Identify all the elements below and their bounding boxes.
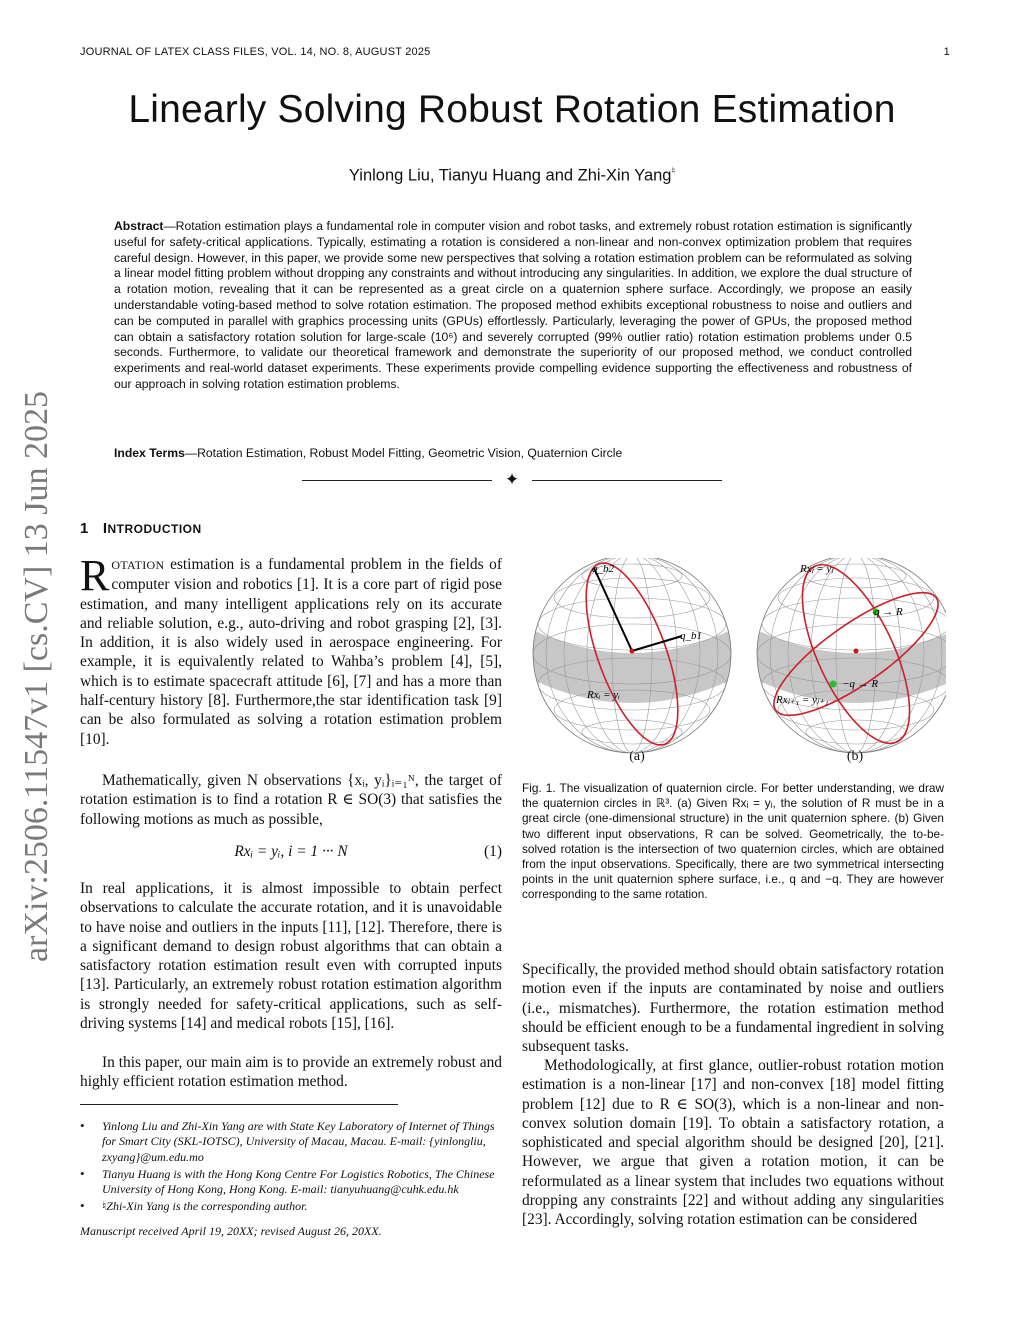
separator-rule-left [302, 480, 492, 481]
section-heading [80, 520, 202, 537]
page-number: 1 [943, 46, 950, 58]
drop-cap: R [80, 551, 110, 600]
bullet-icon: • [80, 1198, 85, 1214]
separator-diamond-icon: ✦ [504, 470, 520, 489]
intro-paragraph-2: Mathematically, given N observations {xᵢ, yᵢ}ᵢ₌₁ᴺ, the target of rotation estimation is to find a rotation R ∈ SO(3) that satisfies the following motions as much as possible, [80, 772, 502, 828]
smallcaps-lead: OTATION [111, 558, 165, 572]
label-circle-a: Rxᵢ = yᵢ [587, 689, 620, 701]
separator-rule-right [532, 480, 722, 481]
footnotes [80, 1119, 504, 1239]
intro-paragraph-3: In real applications, it is almost impossible to obtain perfect observations to calculate the accurate rotation, and it is unavoidable to have noise and outliers in the inputs [11], [12]. Therefore, there is a significant demand to design robust algorithms that can obtain a satisfactory rotation estimation result even with corrupted inputs [13]. Particularly, an extremely robust rotation estimation algorithm is strongly needed for safety-critical applications, such as self-driving systems [14] and medical robots [15], [16]. [80, 880, 502, 1033]
index-terms-label: Index Terms [114, 446, 185, 460]
label-neg-q: −q → R [842, 678, 879, 690]
abstract-text: —Rotation estimation plays a fundamental role in computer vision and robot tasks, and extremely robust rotation estimation is significantly useful for safety-critical applications. Typically, estimating a rotation is considered a non-linear and non-convex optimization problem that requires careful design. However, in this paper, we provide some new perspectives that solving a rotation estimation problem can be reformulated as solving a linear model fitting problem without dropping any constraints and without introducing any singularities. In addition, we explore the dual structure of a rotation motion, revealing that it can be represented as a great circle on a quaternion sphere surface. Accordingly, we propose an easily understandable voting-based method to solve rotation estimation. The proposed method exhibits exceptional robustness to noise and outliers and can be computed in parallel with graphics processing units (GPUs) effortlessly. Particularly, leveraging the power of GPUs, the proposed method can obtain a satisfactory rotation solution for large-scale (10⁶) and severely corrupted (99% outlier ratio) rotation estimation problems under 0.5 seconds. Furthermore, to validate our theoretical framework and demonstrate the superiority of our proposed method, we conduct controlled experiments and real-world dataset experiments. These experiments provide compelling evidence supporting the effectiveness and robustness of our approach in solving rotation estimation problems. [114, 219, 912, 391]
label-circle-b-top: Rxⱼ = yⱼ [800, 563, 834, 575]
section-title-initial: I [102, 520, 108, 537]
footnote-corresponding: • ♮Zhi-Xin Yang is the corresponding author. [80, 1198, 308, 1214]
sphere-b [757, 558, 946, 758]
paper-title: Linearly Solving Robust Rotation Estimation [128, 88, 896, 131]
author-line [0, 166, 1024, 186]
authors: Yinlong Liu, Tianyu Huang and Zhi-Xin Yang [348, 166, 672, 185]
equation-1 [80, 843, 502, 863]
abstract-label: Abstract [114, 219, 164, 233]
label-q: q → R [874, 606, 903, 618]
intro-paragraph-1-text: estimation is a fundamental problem in the fields of computer vision and robotics [1]. It is a core part of rigid pose estimation, and many intelligent applications rely on its accurate and reliable solution, e.g., auto-driving and robot grasping [2], [3]. In addition, it is also widely used in aerospace engineering. For example, it is equivalently related to Wahba’s problem [4], [5], which is to estimate spacecraft attitude [6], [7] and has a more than half-century history [8]. Furthermore,the star identification task [9] can be also formulated as solving a rotation estimation problem [10]. [80, 556, 502, 748]
running-head [80, 46, 950, 58]
intersection-neg-q [830, 681, 837, 688]
label-qb2: q_b2 [592, 563, 614, 575]
center-point-b [854, 649, 859, 654]
corresponding-mark: ♮ [671, 166, 676, 177]
abstract [114, 219, 912, 393]
footnote-rule [80, 1104, 398, 1105]
equation-number: (1) [484, 843, 502, 860]
equation-body: Rxᵢ = yᵢ, i = 1 ··· N [234, 843, 348, 860]
figure-quaternion-circle [522, 558, 946, 770]
panel-label-a: (a) [629, 749, 645, 764]
label-circle-b-bottom: Rxⱼ₊₁ = yⱼ₊₁ [776, 694, 829, 706]
arxiv-stamp: arXiv:2506.11547v1 [cs.CV] 13 Jun 2025 [18, 390, 55, 962]
right-paragraph-2: Methodologically, at first glance, outlier-robust rotation motion estimation is a non-linear [17] and non-convex [18] model fitting problem [12] due to R ∈ SO(3), which is a non-linear and non-convex solution domain [19]. To obtain a satisfactory rotation, a sophisticated and special algorithm should be designed [20], [21]. However, we argue that given a rotation motion, it can be reformulated as a linear system that includes two equations without dropping any constraints [22] and without adding any singularities [23]. Accordingly, solving rotation estimation can be considered [522, 1057, 944, 1229]
section-title-rest: NTRODUCTION [107, 522, 202, 536]
index-terms-text: —Rotation Estimation, Robust Model Fitting, Geometric Vision, Quaternion Circle [184, 446, 623, 460]
bullet-icon: • [80, 1165, 85, 1181]
footnote-affiliation-1: • Yinlong Liu and Zhi-Xin Yang are with State Key Laboratory of Internet of Things for Smart City (SKL-IOTSC), University of Macau, Macau. E-mail: {yinlongliu, zxyang}@um.edu.mo [80, 1118, 495, 1164]
label-qb1: q_b1 [680, 630, 702, 642]
figure-caption: Fig. 1. The visualization of quaternion circle. For better understanding, we draw the quaternion circles in ℝ³. (a) Given Rxᵢ = yᵢ, the solution of R must be in a great circle (one-dimensional structure) in the unit quaternion sphere. (b) Given two different input observations, R can be solved. Geometrically, the to-be-solved rotation is the intersection of two quaternion circles, which are obtained from the input observations. Specifically, there are two symmetrical intersecting points in the unit quaternion sphere surface, i.e., q and −q. They are however corresponding to the same rotation. [522, 781, 944, 902]
center-point-a [630, 649, 635, 654]
panel-label-b: (b) [846, 749, 864, 764]
index-terms [114, 445, 912, 461]
manuscript-note: Manuscript received April 19, 20XX; revised August 26, 20XX. [80, 1223, 382, 1238]
footnote-affiliation-2: • Tianyu Huang is with the Hong Kong Centre For Logistics Robotics, The Chinese University of Hong Kong, Hong Kong. E-mail: tianyuhuang@cuhk.edu.hk [80, 1165, 495, 1197]
sphere-a [533, 558, 731, 756]
journal-line: JOURNAL OF LATEX CLASS FILES, VOL. 14, NO. 8, AUGUST 2025 [80, 46, 431, 58]
intro-paragraph-1 [80, 551, 502, 749]
section-number: 1 [80, 520, 89, 537]
right-paragraph-1: Specifically, the provided method should obtain satisfactory rotation motion even if the inputs are contaminated by noise and outliers (i.e., mismatches). Furthermore, the rotation estimation method should be efficient enough to be a fundamental ingredient in solving subsequent tasks. [522, 961, 944, 1056]
intro-paragraph-4: In this paper, our main aim is to provide an extremely robust and highly efficient rotation estimation method. [80, 1054, 502, 1091]
bullet-icon: • [80, 1118, 85, 1133]
